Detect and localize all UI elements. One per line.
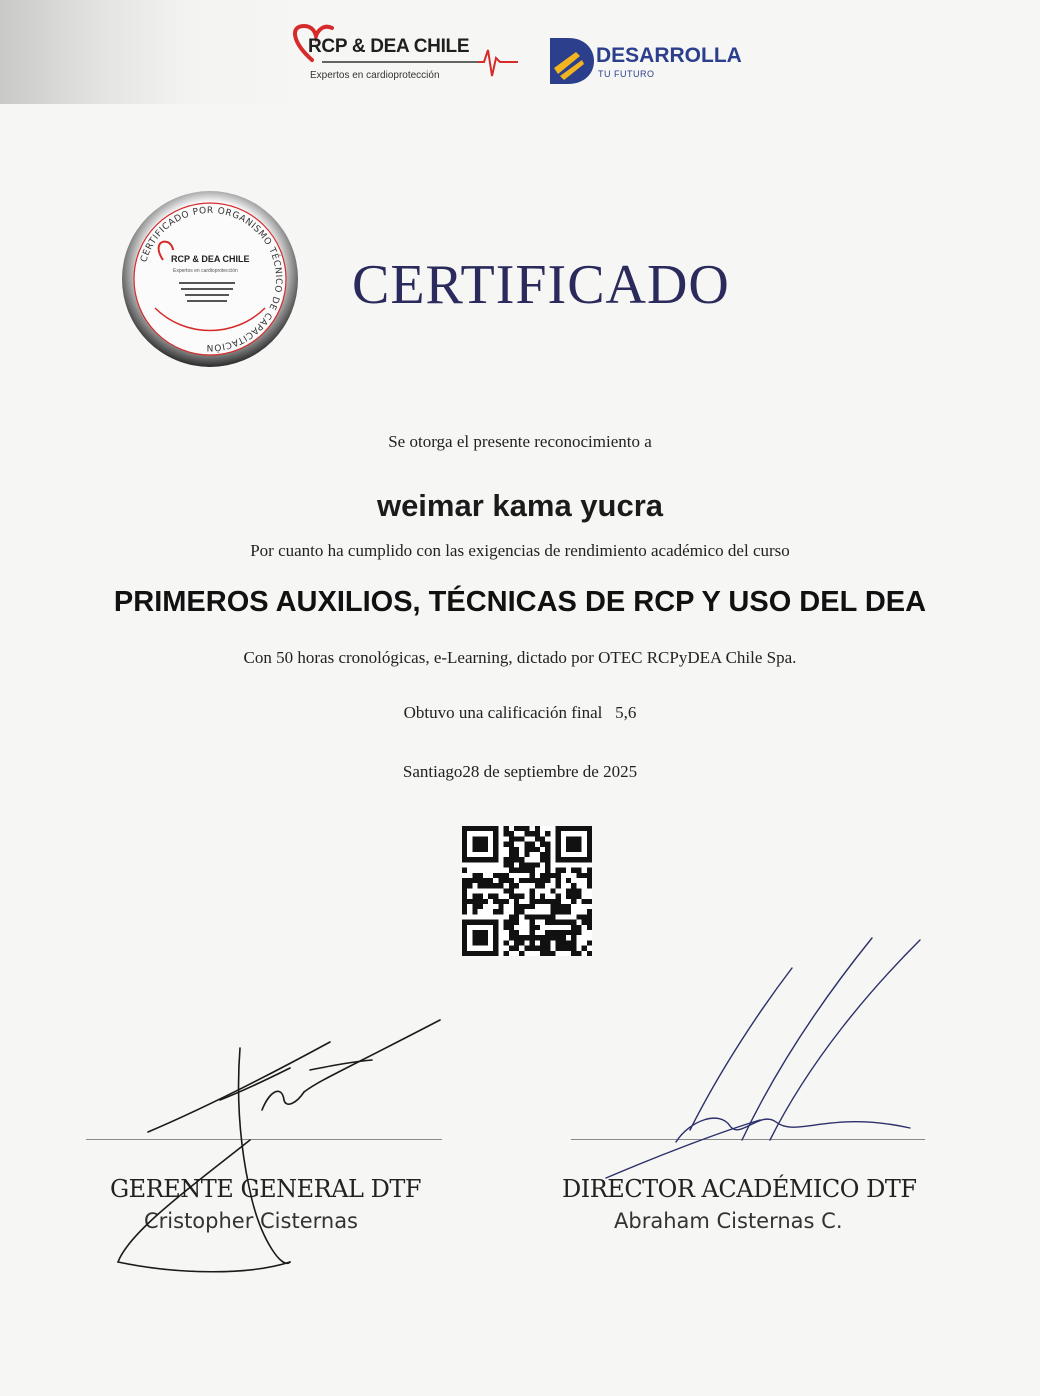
left-handwritten-signature bbox=[118, 1020, 440, 1272]
course-name: PRIMEROS AUXILIOS, TÉCNICAS DE RCP Y USO DEL DEA bbox=[113, 586, 927, 618]
recipient-name: weimar kama yucra bbox=[376, 488, 664, 523]
otec-seal bbox=[115, 188, 305, 370]
left-signer-role: GERENTE GENERAL DTF bbox=[110, 1175, 422, 1203]
course-hours: Con 50 horas cronológicas, e-Learning, dictado por OTEC RCPyDEA Chile Spa. bbox=[243, 648, 797, 667]
course-intro: Por cuanto ha cumplido con las exigencias de rendimiento académico del curso bbox=[250, 541, 790, 560]
right-handwritten-signature bbox=[606, 938, 920, 1178]
right-signer-role: DIRECTOR ACADÉMICO DTF bbox=[562, 1175, 917, 1203]
recognition-intro: Se otorga el presente reconocimiento a bbox=[388, 432, 652, 451]
right-signature-line bbox=[571, 1139, 925, 1140]
seal-inner-subtitle: Expertos en cardioprotección bbox=[173, 268, 238, 274]
desarrolla-logo-title: DESARROLLA bbox=[596, 44, 742, 67]
seal-ring-text: CERTIFICADO POR ORGANISMO TÉCNICO DE CAPACITACIÓN bbox=[139, 205, 284, 353]
desarrolla-logo bbox=[546, 34, 746, 88]
issue-date: Santiago28 de septiembre de 2025 bbox=[402, 762, 638, 781]
verification-qr-code[interactable] bbox=[462, 826, 592, 956]
left-signature-line bbox=[86, 1139, 442, 1140]
certificate-title: CERTIFICADO bbox=[352, 254, 730, 316]
left-signer-name: Cristopher Cisternas bbox=[144, 1209, 358, 1233]
seal-inner-title: RCP & DEA CHILE bbox=[171, 254, 250, 264]
desarrolla-logo-subtitle: TU FUTURO bbox=[598, 69, 655, 79]
rcp-dea-chile-logo bbox=[282, 20, 520, 92]
right-signer-name: Abraham Cisternas C. bbox=[614, 1209, 843, 1233]
rcp-logo-title: RCP & DEA CHILE bbox=[308, 36, 470, 57]
header-band bbox=[0, 0, 1040, 104]
rcp-logo-subtitle: Expertos en cardioprotección bbox=[310, 70, 440, 81]
final-grade: Obtuvo una calificación final 5,6 bbox=[403, 703, 637, 722]
desarrolla-d-icon bbox=[546, 34, 596, 88]
